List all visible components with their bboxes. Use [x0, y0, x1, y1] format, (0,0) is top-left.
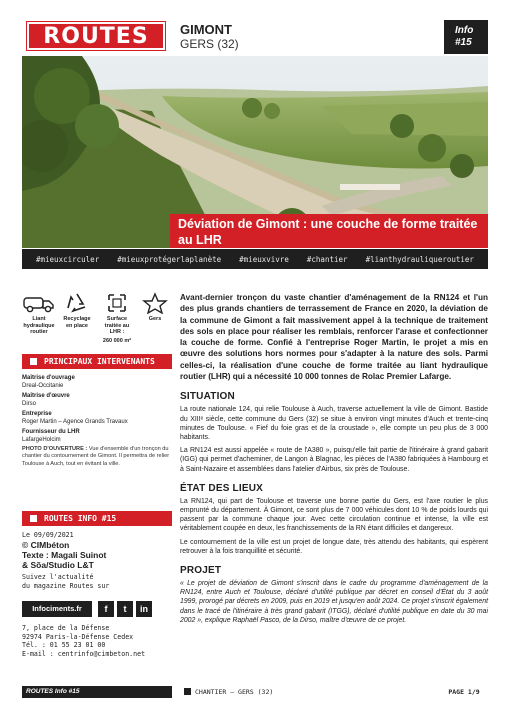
routes-logo: ROUTES	[27, 22, 165, 50]
intervenant-role: Fournisseur du LHR	[22, 429, 80, 435]
copyright: © CIMbéton	[22, 539, 70, 550]
address-line: 92974 Paris-la-Défense Cedex	[22, 632, 134, 641]
section-paragraph: La RN124, qui part de Toulouse et traverse une bonne partie du Gers, est l'axe routier le plus emprunté du département. À Gimont, ce sont plus de 7 000 véhicules dont 10 % de poids lourds qui passent par la commune chaque jour. Avec cette circulation continue et intense, la ville est véritablement coupée en deux, les franchissements de la RN étant difficiles et dangereux.	[180, 497, 488, 533]
section-heading: ÉTAT DES LIEUX	[180, 482, 263, 494]
routes-info-header	[22, 511, 172, 526]
article-body	[180, 292, 488, 629]
section-paragraph: Le contournement de la ville est un projet de longue date, très attendu des habitants, qui espèrent retrouver à la fois tranquillité et sécurité.	[180, 538, 488, 555]
hashtag[interactable]: #lianthydrauliqueroutier	[365, 254, 474, 264]
page-number: PAGE 1/9	[440, 686, 488, 698]
section-paragraph: La route nationale 124, qui relie Toulouse à Auch, traverse actuellement la ville de Gimont. Bastide du XIIIᵉ siècle, cette commune du Gers (32) se situe à environ vingt minutes d'Auch et trente-cinq minutes de Toulouse. « Fief du foie gras et de la croustade », elle compte un peu plus de 3 000 habitants.	[180, 406, 488, 441]
infociments-link-button[interactable]: Infociments.fr	[22, 601, 92, 617]
star-icon	[138, 292, 172, 314]
hashtag[interactable]: #chantier	[306, 254, 348, 264]
follow-line: du magazine Routes sur	[22, 581, 110, 590]
key-figure-surface	[100, 292, 134, 344]
email-line[interactable]: E-mail : centrinfo@cimbeton.net	[22, 649, 146, 658]
social-links	[22, 601, 172, 618]
key-figure-recycling	[60, 292, 94, 329]
intervenant-entity: Roger Martin – Agence Grands Travaux	[22, 418, 128, 425]
key-figure-label: Gers	[148, 316, 162, 322]
area-icon	[100, 292, 134, 314]
page-header	[0, 0, 510, 56]
phone-line: Tél. : 01 55 23 01 00	[22, 641, 106, 650]
recycle-icon	[60, 292, 94, 314]
linkedin-icon[interactable]: in	[136, 601, 152, 617]
department-name: GERS (32)	[180, 37, 239, 51]
intervenant-role: Maîtrise d'ouvrage	[22, 375, 75, 381]
footer-section-label: CHANTIER – GERS (32)	[195, 688, 274, 696]
square-bullet-icon	[184, 688, 191, 695]
square-bullet-icon	[30, 358, 37, 365]
intervenant-entity: LafargeHolcim	[22, 436, 61, 443]
section-heading: PROJET	[180, 565, 222, 577]
key-figure-label: Recyclage en place	[63, 316, 91, 329]
photo-caption-note	[22, 446, 172, 468]
truck-icon	[22, 292, 56, 314]
twitter-icon[interactable]: t	[117, 601, 133, 617]
intervenants-title: PRINCIPAUX INTERVENANTS	[44, 357, 155, 366]
issue-date: Le 09/09/2021	[22, 531, 74, 539]
contact-address	[22, 624, 172, 658]
intervenant-entity: Dreal-Occitanie	[22, 382, 64, 389]
key-figure-label: Liant hydraulique routier	[23, 316, 55, 335]
place-name: GIMONT	[180, 22, 232, 37]
intervenants-list	[22, 375, 172, 447]
page-footer	[0, 686, 510, 700]
hashtag[interactable]: #mieuxprotégerlaplanète	[117, 254, 222, 264]
key-figure-label: Surface traitée au LHR :	[104, 316, 130, 335]
photo-note-label: PHOTO D'OUVERTURE :	[22, 446, 88, 452]
key-figures	[22, 292, 172, 350]
routes-info-title: ROUTES INFO #15	[44, 514, 117, 523]
intervenants-header	[22, 354, 172, 369]
hashtag[interactable]: #mieuxvivre	[239, 254, 289, 264]
info-badge	[444, 20, 488, 54]
hashtag[interactable]: #mieuxcirculer	[36, 254, 100, 264]
routes-info-block	[22, 531, 172, 590]
facebook-icon[interactable]: f	[98, 601, 114, 617]
photo-note-text: Vue d'ensemble d'un tronçon du chantier du contournement de Gimont. Il permettra de relier Toulouse à Auch, tout en évitant la ville.	[22, 446, 170, 467]
footer-section	[180, 686, 380, 698]
address-line: 7, place de la Défense	[22, 624, 110, 632]
key-figure-region	[138, 292, 172, 323]
key-figure-binder	[22, 292, 56, 336]
article-lead: Avant-dernier tronçon du vaste chantier d'aménagement de la RN124 et l'un des plus grands chantiers de terrassement de France en 2020, la déviation de la commune de Gimont a fait massivement appel à la technique de traitement des sols en place pour réaliser les remblais, renforcer l'arase et confectionner la couche de forme. Confié à l'entreprise Roger Martin, le projet a mis en œuvre des solutions hors normes pour s'adapter à la nature des sols. Parmi celles-ci, la réalisation d'une couche de forme traitée au liant hydraulique routier (LHR) qui a nécessité 10 000 tonnes de Rolac Premier Lafarge.	[180, 293, 488, 382]
intervenant-role: Maîtrise d'œuvre	[22, 393, 70, 399]
credits-line: Texte : Magali Suinot	[22, 549, 107, 560]
intervenant-entity: Dirso	[22, 400, 37, 407]
intervenant-role: Entreprise	[22, 411, 52, 417]
follow-line: Suivez l'actualité	[22, 572, 94, 581]
info-badge-line1: Info	[455, 25, 474, 36]
key-figure-value: 260 000 m²	[102, 337, 132, 344]
footer-issue: ROUTES Info #15	[22, 686, 172, 698]
credits-line: & Sõa/Studio L&T	[22, 559, 94, 570]
hero-caption: Déviation de Gimont : une couche de forme traitée au LHR	[170, 214, 488, 248]
section-paragraph: La RN124 est aussi appelée « route de l'A380 », puisqu'elle fait partie de l'itinéraire à grand gabarit (IGG) qui permet d'acheminer, de Langon à Blagnac, les pièces de l'A380 fabriquées à Hambourg et à Saint-Nazaire et assemblées dans l'atelier d'Airbus, six près de Toulouse.	[180, 447, 488, 473]
info-badge-line2: #15	[455, 37, 472, 48]
section-heading: SITUATION	[180, 391, 235, 403]
section-paragraph: « Le projet de déviation de Gimont s'inscrit dans le cadre du programme d'aménagement de la RN124, entre Auch et Toulouse, déclaré d'utilité publique par décret en conseil d'État du 3 août 1999, prorogé par décrets en 2009, puis en 2019 et jusqu'en août 2024. Ce projet s'inscrit également dans le tracé de l'itinéraire à très grand gabarit (ITGG), déclaré d'utilité publique en date du 30 mai 2002 », explique Raphaël Pasco, de la Dirso, maître d'œuvre de ce projet.	[180, 580, 488, 624]
hashtag-bar	[22, 249, 488, 269]
square-bullet-icon	[30, 515, 37, 522]
